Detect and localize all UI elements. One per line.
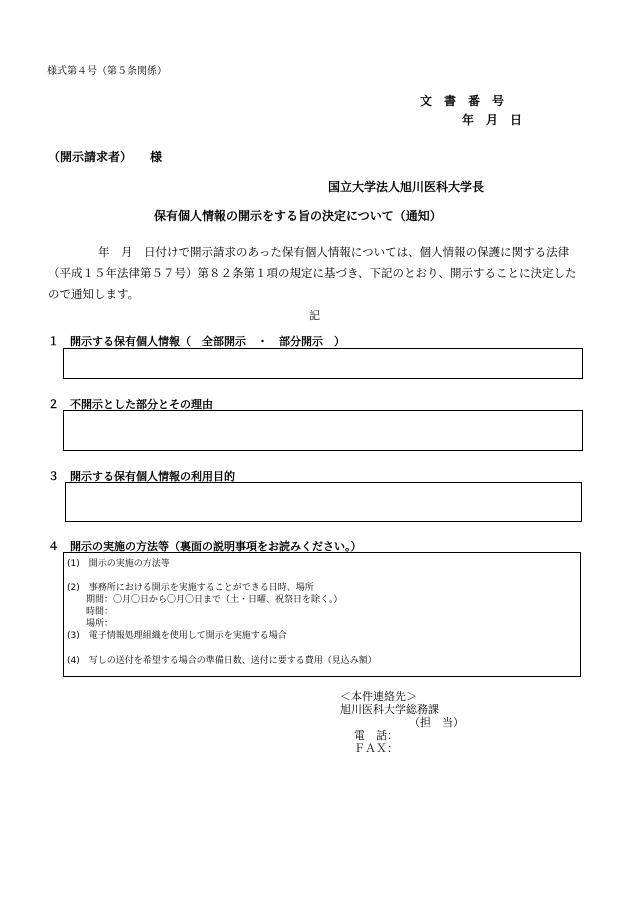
- section-2-heading: ２ 不開示とした部分とその理由: [48, 398, 213, 411]
- s4-item-2: (2) 事務所における開示を実施することができる日時、場所: [67, 583, 314, 593]
- contact-person: （担 当）: [409, 716, 464, 729]
- section-2-box[interactable]: [63, 410, 583, 451]
- section-3-heading: ３ 開示する保有個人情報の利用目的: [48, 470, 235, 483]
- form-number: 様式第４号（第５条関係）: [47, 66, 167, 77]
- s4-item-2-time: 時間：: [86, 607, 114, 617]
- contact-phone: 電 話：: [354, 729, 398, 742]
- s4-item-1: (1) 開示の実施の方法等: [67, 559, 170, 569]
- document-number: 文 書 番 号: [420, 94, 505, 108]
- addressee: （開示請求者） 様: [48, 150, 163, 164]
- s4-item-3: (3) 電子情報処理組織を使用して開示を実施する場合: [67, 631, 287, 641]
- document-title: 保有個人情報の開示をする旨の決定について（通知）: [154, 209, 442, 223]
- issuer: 国立大学法人旭川医科大学長: [328, 180, 485, 194]
- date-line: 年 月 日: [462, 113, 523, 127]
- contact-fax: ＦＡＸ：: [354, 742, 398, 755]
- section-4-heading: ４ 開示の実施の方法等（裏面の説明事項をお読みください。）: [48, 540, 362, 553]
- s4-item-2-place: 場所：: [86, 619, 114, 629]
- s4-item-2-period: 期間：〇月〇日から〇月〇日まで（土・日曜、祝祭日を除く。）: [86, 595, 343, 605]
- s4-item-4: (4) 写しの送付を希望する場合の準備日数、送付に要する費用（見込み額）: [67, 656, 377, 666]
- section-1-box[interactable]: [63, 348, 583, 379]
- section-3-box[interactable]: [65, 482, 582, 522]
- contact-department: 旭川医科大学総務課: [340, 703, 439, 716]
- contact-heading: ＜本件連絡先＞: [340, 690, 417, 703]
- section-1-heading: １ 開示する保有個人情報（ 全部開示 ・ 部分開示 ）: [48, 335, 345, 348]
- ki-label: 記: [309, 309, 320, 322]
- body-text: 年 月 日付けで開示請求のあった保有個人情報については、個人情報の保護に関する法律（平成１５年法律第５７号）第８２条第１項の規定に基づき、下記のとおり、開示することに決定したので通知します。: [48, 245, 577, 301]
